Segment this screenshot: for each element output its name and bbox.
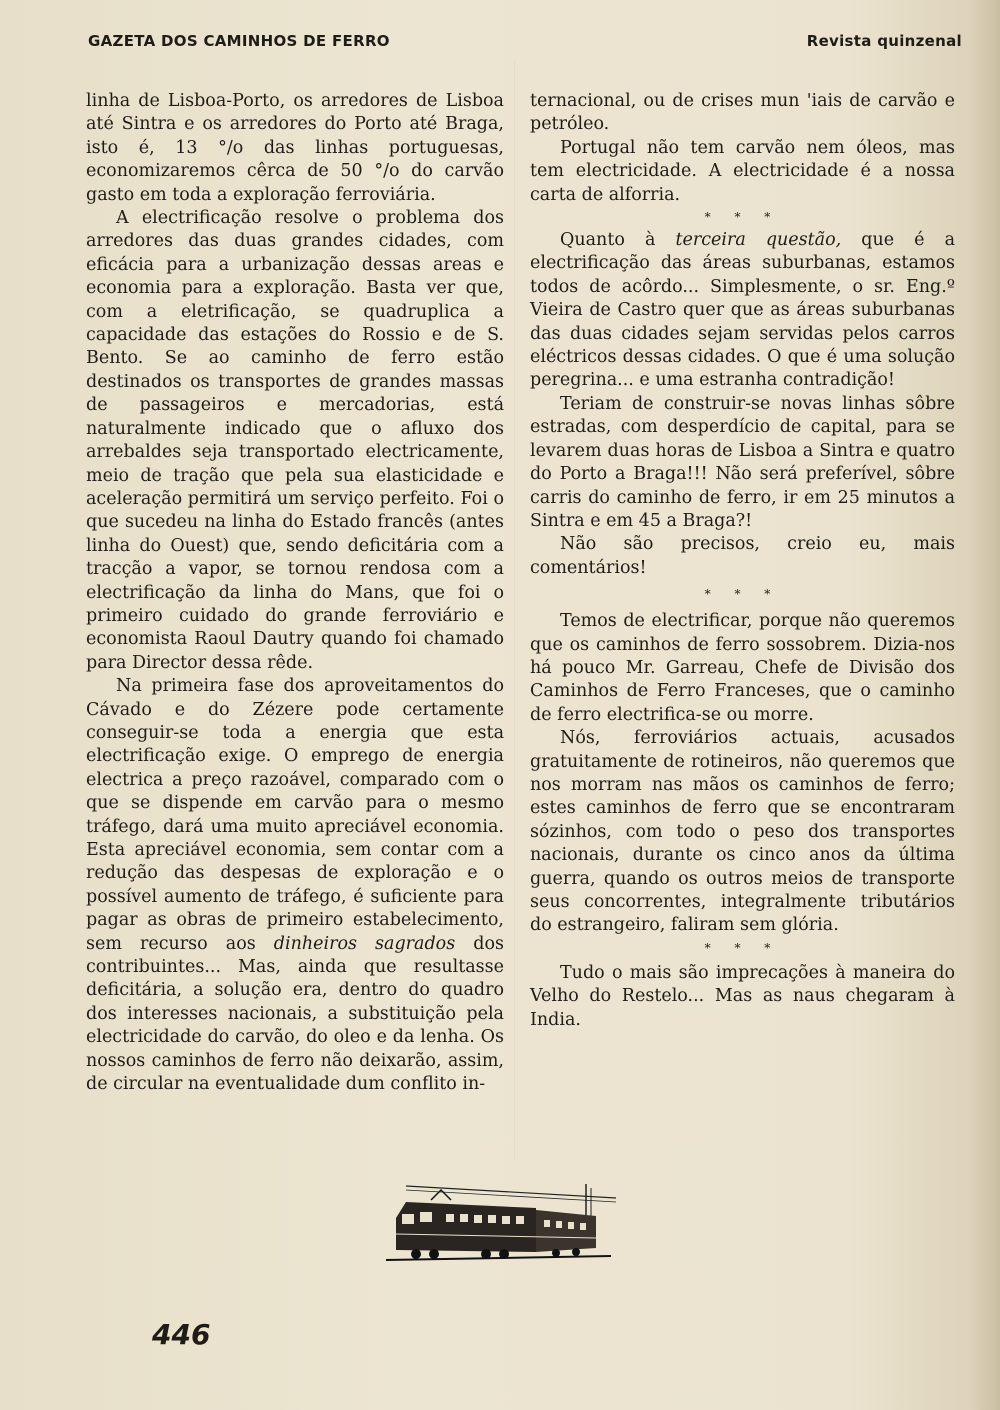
text-run: Quanto à (560, 230, 676, 251)
left-column (86, 90, 504, 1096)
emphasis: dinheiros sagrados (273, 933, 456, 954)
text-run: Na primeira fase dos aproveitamentos do Cávado e do Zézere pode certamente conseguir-se toda a energia que esta electrificação exige. O emprego de energia electrica a preço razoável, comparado com o que se dispende em carvão para o mesmo tráfego, dará uma muito apreciável economia. Esta apreciável economia, sem contar com a redução das despesas de exploração e o possível aumento de tráfego, é suficiente para pagar as obras de primeiro estabelecimento, sem recurso aos (86, 676, 504, 954)
paragraph: ternacional, ou de crises mun 'iais de carvão e petróleo. (530, 91, 955, 135)
paragraph: Teriam de construir-se novas linhas sôbre estradas, com desperdício de capital, para se levarem duas horas de Lisboa a Sintra e quatro do Porto a Braga!!! Não será preferível, sôbre carris do caminho de ferro, ir em 25 minutos a Sintra e em 45 a Braga?! (530, 393, 955, 531)
column-gutter (514, 60, 515, 1160)
paragraph: Tudo o mais são imprecações à maneira do Velho do Restelo... Mas as naus chegaram à India. (530, 962, 955, 1030)
section-separator: * * * (704, 940, 781, 955)
paragraph: linha de Lisboa-Porto, os arredores de Lisboa até Sintra e os arredores do Porto até Braga, isto é, 13 °/o das linhas portuguesas, economizaremos cêrca de 50 °/o do carvão gasto em toda a exploração ferroviária. (86, 91, 504, 205)
section-separator: * * * (704, 210, 781, 225)
section-separator: * * * (704, 587, 781, 602)
paragraph: Nós, ferroviários actuais, acusados gratuitamente de rotineiros, não queremos que nos morram nas mãos os caminhos de ferro; estes caminhos de ferro que se encontraram sózinhos, com todo o peso dos transportes nacionais, durante os cinco anos da última guerra, quando os outros meios de transporte seus concorrentes, integralmente tributários do estrangeiro, faliram sem glória. (530, 728, 955, 936)
paragraph: Temos de electrificar, porque não queremos que os caminhos de ferro sossobrem. Dizia-nos há pouco Mr. Garreau, Chefe de Divisão dos Caminhos de Ferro Franceses, que o caminho de ferro electrifica-se ou morre. (530, 611, 955, 725)
paragraph (86, 675, 504, 1096)
running-header (88, 32, 962, 56)
electric-train-icon (386, 1178, 616, 1268)
paragraph: A electrificação resolve o problema dos arredores das duas grandes cidades, com eficácia para a urbanização dessas areas e economia para a exploração. Basta ver que, com a eletrificação, se quadruplica a capacidade das estações do Rossio e de S. Bento. Se ao caminho de ferro estão destinados os transportes de grandes massas de passageiros e mercadorias, está naturalmente indicado que o afluxo dos arrebaldes seja transportado electricamente, meio de tração que pela sua elasticidade e aceleração permitirá um serviço perfeito. Foi o que sucedeu na linha do Estado francês (antes linha do Ouest) que, sendo deficitária com a tracção a vapor, se tornou rendosa com a electrificação da linha do Mans, que foi o primeiro cuidado do grande ferroviário e economista Raoul Dautry quando foi chamado para Director dessa rêde. (86, 208, 504, 673)
paragraph (530, 229, 955, 393)
emphasis: terceira questão, (675, 230, 842, 251)
text-run: que é a electrificação das áreas suburbanas, estamos todos de acôrdo... Simplesmente, o sr. Eng.º Vieira de Castro quer que as áreas suburbanas das duas cidades sejam servidas pelos carros eléctricos dessas cidades. O que é uma solução peregrina... e uma estranha contradição! (530, 230, 956, 391)
right-column (530, 90, 955, 1032)
page-number: 446 (152, 1318, 211, 1351)
paragraph: Não são precisos, creio eu, mais comentários! (530, 534, 955, 578)
paragraph: Portugal não tem carvão nem óleos, mas tem electricidade. A electricidade é a nossa carta de alforria. (530, 137, 955, 205)
publication-subtitle: Revista quinzenal (806, 32, 962, 50)
publication-title: GAZETA DOS CAMINHOS DE FERRO (88, 32, 390, 50)
text-run: dos contribuintes... Mas, ainda que resultasse deficitária, a solução era, dentro do quadro dos interesses nacionais, a substituição pela electricidade do carvão, do oleo e da lenha. Os nossos caminhos de ferro não deixarão, assim, de circular na eventualidade dum conflito in- (86, 933, 504, 1095)
